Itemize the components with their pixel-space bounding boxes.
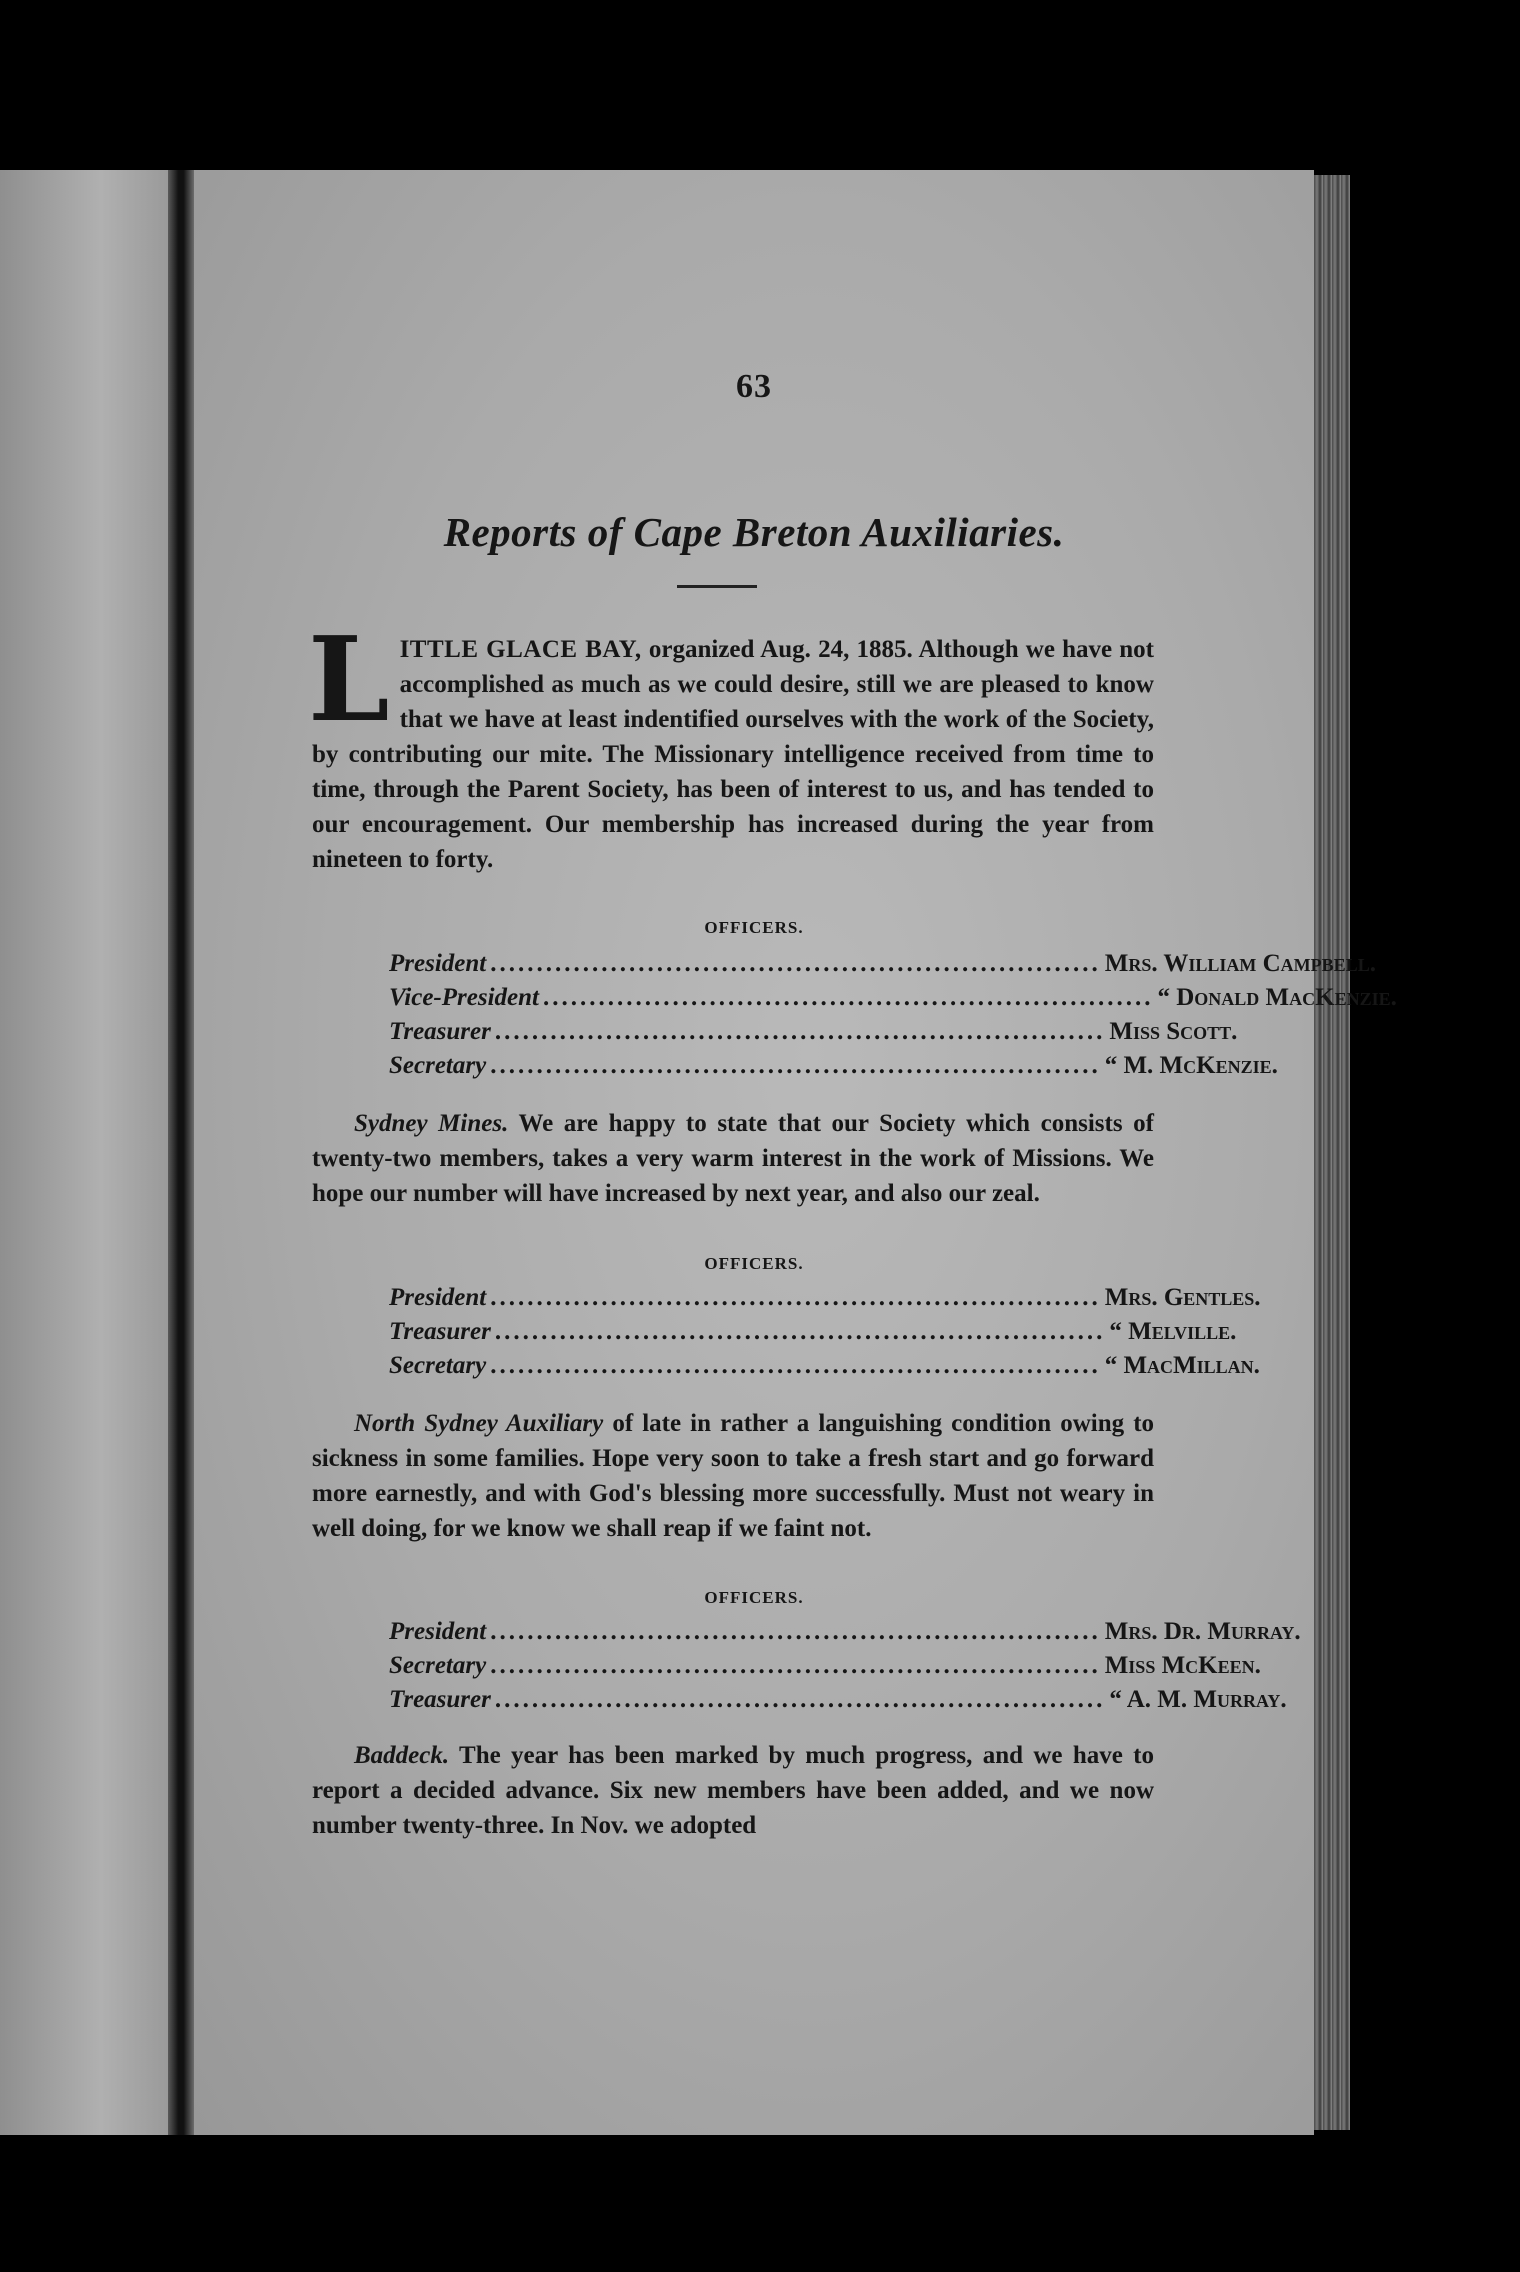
officer-role: Secretary (389, 1052, 487, 1079)
north-sydney-text: of late in rather a languishing condition owing to sickness in some families. Hope very soon to take a fresh start and go forward more earnestly, and with God's blessing more successfully. Must not weary in well doing, for we know we shall reap if we faint not. (312, 1410, 1155, 1542)
leader-dots: .................................................................. (494, 1318, 1106, 1345)
book-gutter (168, 170, 194, 2135)
officers-heading: OFFICERS. (704, 1254, 804, 1273)
officer-role: President (389, 950, 487, 977)
officer-role: Secretary (389, 1352, 487, 1379)
officer-name: “ Donald MacKenzie. (1157, 984, 1397, 1011)
glace-bay-text: organized Aug. 24, 1885. Although we have not accomplished as much as we could desire, still we are pleased to know that we have at least indentified ourselves with the work of the Society, by contributing our mite. The Missionary intelligence received from time to time, through the Parent Society, has been of interest to us, and has tended to our encouragement. Our membership has increased during the year from nineteen to forty. (312, 636, 1154, 873)
officer-row (389, 1018, 1238, 1052)
glace-bay-lead: ITTLE GLACE BAY, (399, 636, 642, 663)
officer-name: Miss Scott. (1109, 1018, 1238, 1045)
officer-role: Secretary (389, 1652, 487, 1679)
officers-heading: OFFICERS. (704, 1588, 804, 1607)
sydney-mines-paragraph (312, 1106, 1154, 1211)
officer-name: “ MacMillan. (1104, 1352, 1260, 1379)
baddeck-place: Baddeck. (354, 1742, 450, 1769)
leader-dots: .................................................................. (494, 1686, 1106, 1713)
page-stack-edge (1314, 175, 1350, 2130)
leader-dots: .................................................................. (490, 1052, 1101, 1079)
book-page (194, 170, 1397, 2135)
officer-name: Mrs. Dr. Murray. (1104, 1618, 1301, 1645)
leader-dots: .................................................................. (490, 1352, 1101, 1379)
officers-heading: OFFICERS. (704, 918, 804, 937)
officer-name: Mrs. Gentles. (1104, 1284, 1261, 1311)
officer-row (389, 950, 1376, 984)
officer-name: “ A. M. Murray. (1109, 1686, 1287, 1713)
officer-role: Treasurer (389, 1018, 491, 1045)
officer-name: “ M. McKenzie. (1104, 1052, 1278, 1079)
north-sydney-paragraph (312, 1406, 1154, 1546)
title-rule (677, 585, 757, 588)
sydney-mines-place: Sydney Mines. (354, 1110, 509, 1137)
officer-row (389, 984, 1397, 1018)
officer-name: “ Melville. (1109, 1318, 1237, 1345)
officer-row (389, 1352, 1260, 1386)
page-title: Reports of Cape Breton Auxiliaries. (443, 509, 1065, 555)
leader-dots: .................................................................. (490, 1652, 1101, 1679)
leader-dots: .................................................................. (490, 1284, 1101, 1311)
facing-page-edge (0, 170, 168, 2135)
officer-row (389, 1052, 1278, 1086)
officer-role: Treasurer (389, 1686, 491, 1713)
sydney-mines-text: We are happy to state that our Society which consists of twenty-two members, takes a very warm interest in the work of Missions. We hope our number will have increased by next year, and also our zeal. (312, 1110, 1154, 1207)
leader-dots: .................................................................. (490, 950, 1101, 977)
officer-row (389, 1652, 1261, 1686)
officer-role: President (389, 1618, 487, 1645)
page-number: 63 (736, 368, 772, 405)
drop-cap: L (308, 612, 390, 748)
glace-bay-paragraph (308, 612, 1154, 877)
officer-role: President (389, 1284, 487, 1311)
leader-dots: .................................................................. (494, 1018, 1106, 1045)
officer-role: Treasurer (389, 1318, 491, 1345)
leader-dots: .................................................................. (490, 1618, 1101, 1645)
leader-dots: .................................................................. (542, 984, 1154, 1011)
officer-row (389, 1618, 1301, 1652)
officer-row (389, 1318, 1237, 1352)
officer-row (389, 1284, 1261, 1318)
north-sydney-place: North Sydney Auxiliary (354, 1410, 604, 1437)
baddeck-paragraph (312, 1738, 1154, 1843)
baddeck-text: The year has been marked by much progress, and we have to report a decided advance. Six new members have been added, and we now number twenty-three. In Nov. we adopted (312, 1742, 1154, 1839)
officer-name: Miss McKeen. (1104, 1652, 1261, 1679)
officer-name: Mrs. William Campbell. (1104, 950, 1376, 977)
officer-role: Vice-President (389, 984, 539, 1011)
officer-row (389, 1686, 1287, 1720)
